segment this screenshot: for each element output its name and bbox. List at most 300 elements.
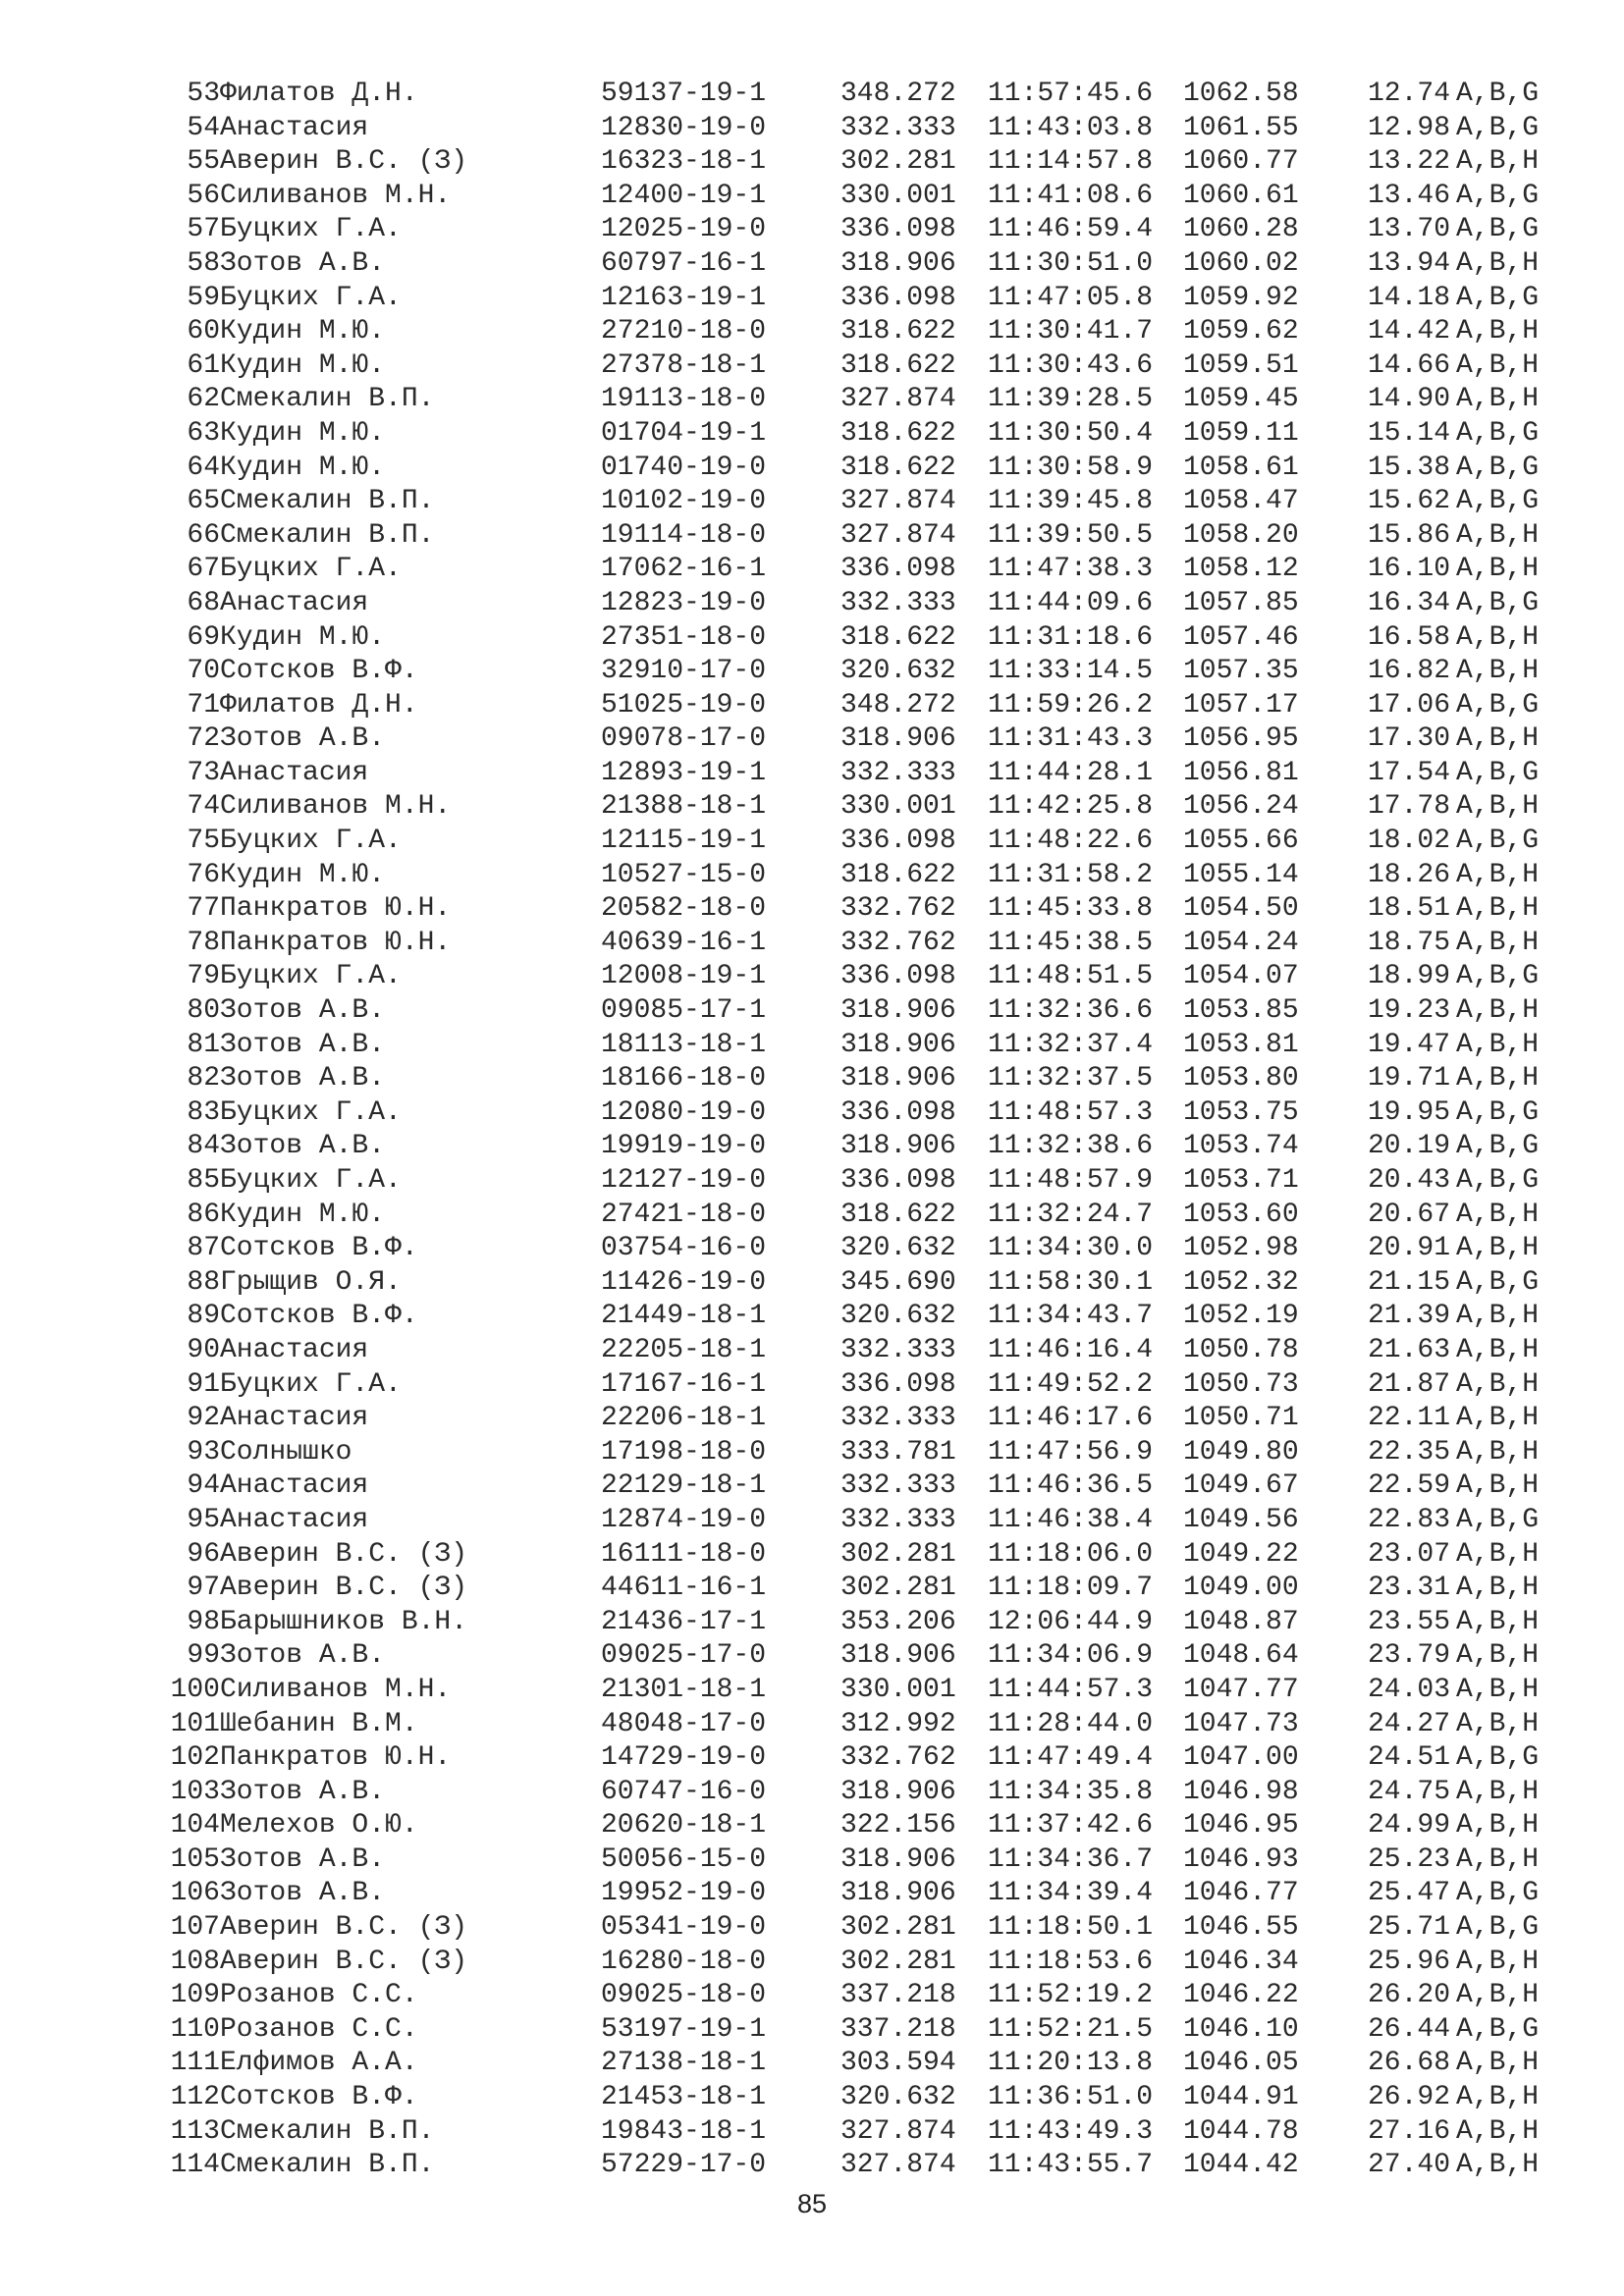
ring-number-cell: 17167-16-1 bbox=[601, 1368, 767, 1400]
loft-name-cell: Анастасия bbox=[220, 112, 369, 143]
arrival-time-cell: 11:39:50.5 bbox=[988, 519, 1154, 551]
coefficient-cell: 20.91 bbox=[1367, 1233, 1450, 1264]
speed-cell: 1050.73 bbox=[1183, 1368, 1299, 1400]
speed-cell: 1049.00 bbox=[1183, 1573, 1299, 1604]
arrival-time-cell: 11:48:57.3 bbox=[988, 1096, 1154, 1128]
speed-cell: 1060.61 bbox=[1183, 180, 1299, 211]
page-number: 85 bbox=[796, 2189, 828, 2218]
distance-cell: 312.992 bbox=[840, 1708, 956, 1739]
loft-name-cell: Буцких Г.А. bbox=[220, 961, 402, 992]
ring-number-cell: 21301-18-1 bbox=[601, 1674, 767, 1705]
table-row bbox=[155, 1639, 1574, 1674]
speed-cell: 1052.32 bbox=[1183, 1266, 1299, 1298]
distance-cell: 337.218 bbox=[840, 2013, 956, 2045]
ring-number-cell: 22205-18-1 bbox=[601, 1334, 767, 1365]
coefficient-cell: 23.31 bbox=[1367, 1573, 1450, 1604]
rank-cell: 81 bbox=[187, 1029, 220, 1060]
arrival-time-cell: 11:59:26.2 bbox=[988, 689, 1154, 721]
rank-cell: 99 bbox=[187, 1640, 220, 1672]
ring-number-cell: 09078-17-0 bbox=[601, 723, 767, 755]
speed-cell: 1050.78 bbox=[1183, 1334, 1299, 1365]
distance-cell: 332.762 bbox=[840, 893, 956, 925]
table-row bbox=[155, 655, 1574, 689]
marks-cell: A,B,G bbox=[1456, 757, 1540, 788]
ring-number-cell: 12874-19-0 bbox=[601, 1504, 767, 1535]
arrival-time-cell: 11:32:36.6 bbox=[988, 995, 1154, 1027]
rank-cell: 54 bbox=[187, 112, 220, 143]
table-row bbox=[155, 689, 1574, 723]
arrival-time-cell: 11:48:57.9 bbox=[988, 1165, 1154, 1196]
ring-number-cell: 11426-19-0 bbox=[601, 1266, 767, 1298]
speed-cell: 1060.77 bbox=[1183, 146, 1299, 178]
marks-cell: A,B,H bbox=[1456, 1980, 1540, 2011]
table-row bbox=[155, 383, 1574, 417]
speed-cell: 1053.80 bbox=[1183, 1063, 1299, 1095]
results-table bbox=[155, 78, 1574, 2183]
marks-cell: A,B,G bbox=[1456, 1266, 1540, 1298]
distance-cell: 318.622 bbox=[840, 417, 956, 449]
rank-cell: 57 bbox=[187, 214, 220, 245]
coefficient-cell: 20.19 bbox=[1367, 1131, 1450, 1162]
table-row bbox=[155, 1708, 1574, 1742]
marks-cell: A,B,H bbox=[1456, 1843, 1540, 1875]
rank-cell: 80 bbox=[187, 995, 220, 1027]
marks-cell: A,B,H bbox=[1456, 1436, 1540, 1468]
ring-number-cell: 27421-18-0 bbox=[601, 1199, 767, 1230]
arrival-time-cell: 11:47:05.8 bbox=[988, 282, 1154, 313]
table-row bbox=[155, 587, 1574, 621]
distance-cell: 345.690 bbox=[840, 1266, 956, 1298]
marks-cell: A,B,H bbox=[1456, 1776, 1540, 1807]
ring-number-cell: 18166-18-0 bbox=[601, 1063, 767, 1095]
ring-number-cell: 12080-19-0 bbox=[601, 1096, 767, 1128]
table-row bbox=[155, 1130, 1574, 1164]
speed-cell: 1059.11 bbox=[1183, 417, 1299, 449]
speed-cell: 1055.14 bbox=[1183, 859, 1299, 890]
table-row bbox=[155, 1911, 1574, 1946]
distance-cell: 303.594 bbox=[840, 2048, 956, 2079]
loft-name-cell: Анастасия bbox=[220, 1334, 369, 1365]
loft-name-cell: Елфимов А.А. bbox=[220, 2048, 418, 2079]
speed-cell: 1049.67 bbox=[1183, 1470, 1299, 1502]
rank-cell: 62 bbox=[187, 384, 220, 415]
speed-cell: 1060.28 bbox=[1183, 214, 1299, 245]
speed-cell: 1046.34 bbox=[1183, 1946, 1299, 1977]
arrival-time-cell: 11:34:39.4 bbox=[988, 1878, 1154, 1909]
marks-cell: A,B,H bbox=[1456, 1233, 1540, 1264]
rank-cell: 77 bbox=[187, 893, 220, 925]
rank-cell: 75 bbox=[187, 826, 220, 857]
speed-cell: 1057.17 bbox=[1183, 689, 1299, 721]
table-row bbox=[155, 1096, 1574, 1131]
coefficient-cell: 13.70 bbox=[1367, 214, 1450, 245]
speed-cell: 1046.05 bbox=[1183, 2048, 1299, 2079]
marks-cell: A,B,H bbox=[1456, 1334, 1540, 1365]
speed-cell: 1053.81 bbox=[1183, 1029, 1299, 1060]
table-row bbox=[155, 1300, 1574, 1334]
marks-cell: A,B,H bbox=[1456, 995, 1540, 1027]
table-row bbox=[155, 1606, 1574, 1640]
table-row bbox=[155, 927, 1574, 961]
speed-cell: 1058.20 bbox=[1183, 519, 1299, 551]
coefficient-cell: 15.86 bbox=[1367, 519, 1450, 551]
loft-name-cell: Панкратов Ю.Н. bbox=[220, 1742, 452, 1774]
marks-cell: A,B,H bbox=[1456, 1606, 1540, 1637]
distance-cell: 332.333 bbox=[840, 1504, 956, 1535]
speed-cell: 1054.24 bbox=[1183, 927, 1299, 958]
speed-cell: 1048.87 bbox=[1183, 1606, 1299, 1637]
arrival-time-cell: 11:37:42.6 bbox=[988, 1810, 1154, 1842]
table-row bbox=[155, 1843, 1574, 1878]
coefficient-cell: 18.02 bbox=[1367, 826, 1450, 857]
loft-name-cell: Розанов С.С. bbox=[220, 1980, 418, 2011]
marks-cell: A,B,H bbox=[1456, 656, 1540, 687]
rank-cell: 88 bbox=[187, 1266, 220, 1298]
speed-cell: 1053.60 bbox=[1183, 1199, 1299, 1230]
rank-cell: 84 bbox=[187, 1131, 220, 1162]
distance-cell: 302.281 bbox=[840, 1538, 956, 1570]
loft-name-cell: Розанов С.С. bbox=[220, 2013, 418, 2045]
distance-cell: 318.906 bbox=[840, 247, 956, 279]
speed-cell: 1062.58 bbox=[1183, 79, 1299, 109]
speed-cell: 1056.81 bbox=[1183, 757, 1299, 788]
coefficient-cell: 14.90 bbox=[1367, 384, 1450, 415]
loft-name-cell: Филатов Д.Н. bbox=[220, 79, 418, 109]
rank-cell: 93 bbox=[187, 1436, 220, 1468]
ring-number-cell: 09025-18-0 bbox=[601, 1980, 767, 2011]
loft-name-cell: Смекалин В.П. bbox=[220, 2150, 435, 2181]
coefficient-cell: 25.47 bbox=[1367, 1878, 1450, 1909]
rank-cell: 91 bbox=[187, 1368, 220, 1400]
loft-name-cell: Зотов А.В. bbox=[220, 1878, 386, 1909]
arrival-time-cell: 11:58:30.1 bbox=[988, 1266, 1154, 1298]
ring-number-cell: 19113-18-0 bbox=[601, 384, 767, 415]
rank-cell: 106 bbox=[170, 1878, 220, 1909]
marks-cell: A,B,H bbox=[1456, 2048, 1540, 2079]
marks-cell: A,B,H bbox=[1456, 1708, 1540, 1739]
marks-cell: A,B,H bbox=[1456, 893, 1540, 925]
rank-cell: 83 bbox=[187, 1096, 220, 1128]
ring-number-cell: 10527-15-0 bbox=[601, 859, 767, 890]
distance-cell: 353.206 bbox=[840, 1606, 956, 1637]
coefficient-cell: 21.15 bbox=[1367, 1266, 1450, 1298]
ring-number-cell: 27138-18-1 bbox=[601, 2048, 767, 2079]
loft-name-cell: Буцких Г.А. bbox=[220, 826, 402, 857]
rank-cell: 90 bbox=[187, 1334, 220, 1365]
ring-number-cell: 12127-19-0 bbox=[601, 1165, 767, 1196]
speed-cell: 1046.77 bbox=[1183, 1878, 1299, 1909]
ring-number-cell: 09085-17-1 bbox=[601, 995, 767, 1027]
marks-cell: A,B,H bbox=[1456, 2082, 1540, 2113]
marks-cell: A,B,H bbox=[1456, 554, 1540, 585]
marks-cell: A,B,H bbox=[1456, 1573, 1540, 1604]
coefficient-cell: 26.92 bbox=[1367, 2082, 1450, 2113]
marks-cell: A,B,G bbox=[1456, 180, 1540, 211]
marks-cell: A,B,H bbox=[1456, 927, 1540, 958]
distance-cell: 333.781 bbox=[840, 1436, 956, 1468]
coefficient-cell: 19.71 bbox=[1367, 1063, 1450, 1095]
loft-name-cell: Анастасия bbox=[220, 1504, 369, 1535]
ring-number-cell: 21388-18-1 bbox=[601, 791, 767, 823]
rank-cell: 105 bbox=[170, 1843, 220, 1875]
loft-name-cell: Барышников В.Н. bbox=[220, 1606, 468, 1637]
table-row bbox=[155, 145, 1574, 180]
coefficient-cell: 14.18 bbox=[1367, 282, 1450, 313]
loft-name-cell: Силиванов М.Н. bbox=[220, 180, 452, 211]
marks-cell: A,B,H bbox=[1456, 1199, 1540, 1230]
loft-name-cell: Зотов А.В. bbox=[220, 247, 386, 279]
distance-cell: 336.098 bbox=[840, 554, 956, 585]
table-row bbox=[155, 1402, 1574, 1436]
rank-cell: 59 bbox=[187, 282, 220, 313]
coefficient-cell: 21.87 bbox=[1367, 1368, 1450, 1400]
arrival-time-cell: 11:44:28.1 bbox=[988, 757, 1154, 788]
coefficient-cell: 22.83 bbox=[1367, 1504, 1450, 1535]
speed-cell: 1055.66 bbox=[1183, 826, 1299, 857]
ring-number-cell: 12115-19-1 bbox=[601, 826, 767, 857]
table-row bbox=[155, 2115, 1574, 2150]
arrival-time-cell: 11:39:28.5 bbox=[988, 384, 1154, 415]
loft-name-cell: Грыщив О.Я. bbox=[220, 1266, 402, 1298]
table-row bbox=[155, 1741, 1574, 1776]
rank-cell: 70 bbox=[187, 656, 220, 687]
distance-cell: 336.098 bbox=[840, 826, 956, 857]
table-row bbox=[155, 790, 1574, 825]
arrival-time-cell: 11:45:38.5 bbox=[988, 927, 1154, 958]
rank-cell: 92 bbox=[187, 1403, 220, 1434]
speed-cell: 1046.22 bbox=[1183, 1980, 1299, 2011]
distance-cell: 320.632 bbox=[840, 1233, 956, 1264]
arrival-time-cell: 11:32:37.4 bbox=[988, 1029, 1154, 1060]
speed-cell: 1056.24 bbox=[1183, 791, 1299, 823]
loft-name-cell: Сотсков В.Ф. bbox=[220, 1301, 418, 1332]
rank-cell: 109 bbox=[170, 1980, 220, 2011]
table-row bbox=[155, 519, 1574, 554]
speed-cell: 1061.55 bbox=[1183, 112, 1299, 143]
coefficient-cell: 27.40 bbox=[1367, 2150, 1450, 2181]
distance-cell: 322.156 bbox=[840, 1810, 956, 1842]
marks-cell: A,B,G bbox=[1456, 2013, 1540, 2045]
table-row bbox=[155, 757, 1574, 791]
arrival-time-cell: 11:33:14.5 bbox=[988, 656, 1154, 687]
distance-cell: 318.906 bbox=[840, 1776, 956, 1807]
table-row bbox=[155, 1199, 1574, 1233]
rank-cell: 73 bbox=[187, 757, 220, 788]
coefficient-cell: 24.27 bbox=[1367, 1708, 1450, 1739]
coefficient-cell: 17.06 bbox=[1367, 689, 1450, 721]
marks-cell: A,B,H bbox=[1456, 723, 1540, 755]
ring-number-cell: 16111-18-0 bbox=[601, 1538, 767, 1570]
coefficient-cell: 18.51 bbox=[1367, 893, 1450, 925]
rank-cell: 103 bbox=[170, 1776, 220, 1807]
marks-cell: A,B,G bbox=[1456, 1096, 1540, 1128]
marks-cell: A,B,G bbox=[1456, 417, 1540, 449]
coefficient-cell: 17.54 bbox=[1367, 757, 1450, 788]
loft-name-cell: Буцких Г.А. bbox=[220, 554, 402, 585]
arrival-time-cell: 11:46:16.4 bbox=[988, 1334, 1154, 1365]
speed-cell: 1052.98 bbox=[1183, 1233, 1299, 1264]
loft-name-cell: Панкратов Ю.Н. bbox=[220, 927, 452, 958]
rank-cell: 72 bbox=[187, 723, 220, 755]
loft-name-cell: Кудин М.Ю. bbox=[220, 417, 386, 449]
ring-number-cell: 27378-18-1 bbox=[601, 349, 767, 381]
table-row bbox=[155, 2081, 1574, 2115]
ring-number-cell: 50056-15-0 bbox=[601, 1843, 767, 1875]
ring-number-cell: 48048-17-0 bbox=[601, 1708, 767, 1739]
ring-number-cell: 27210-18-0 bbox=[601, 316, 767, 347]
table-row bbox=[155, 1946, 1574, 1980]
rank-cell: 96 bbox=[187, 1538, 220, 1570]
speed-cell: 1046.98 bbox=[1183, 1776, 1299, 1807]
loft-name-cell: Зотов А.В. bbox=[220, 995, 386, 1027]
coefficient-cell: 24.99 bbox=[1367, 1810, 1450, 1842]
arrival-time-cell: 11:14:57.8 bbox=[988, 146, 1154, 178]
arrival-time-cell: 11:32:37.5 bbox=[988, 1063, 1154, 1095]
ring-number-cell: 57229-17-0 bbox=[601, 2150, 767, 2181]
marks-cell: A,B,H bbox=[1456, 146, 1540, 178]
distance-cell: 337.218 bbox=[840, 1980, 956, 2011]
loft-name-cell: Анастасия bbox=[220, 1470, 369, 1502]
distance-cell: 336.098 bbox=[840, 282, 956, 313]
distance-cell: 336.098 bbox=[840, 214, 956, 245]
marks-cell: A,B,G bbox=[1456, 1912, 1540, 1944]
loft-name-cell: Шебанин В.М. bbox=[220, 1708, 418, 1739]
loft-name-cell: Зотов А.В. bbox=[220, 1029, 386, 1060]
ring-number-cell: 17198-18-0 bbox=[601, 1436, 767, 1468]
arrival-time-cell: 11:43:55.7 bbox=[988, 2150, 1154, 2181]
rank-cell: 104 bbox=[170, 1810, 220, 1842]
speed-cell: 1050.71 bbox=[1183, 1403, 1299, 1434]
ring-number-cell: 44611-16-1 bbox=[601, 1573, 767, 1604]
ring-number-cell: 14729-19-0 bbox=[601, 1742, 767, 1774]
loft-name-cell: Смекалин В.П. bbox=[220, 486, 435, 517]
table-row bbox=[155, 1776, 1574, 1810]
coefficient-cell: 26.20 bbox=[1367, 1980, 1450, 2011]
speed-cell: 1052.19 bbox=[1183, 1301, 1299, 1332]
rank-cell: 78 bbox=[187, 927, 220, 958]
arrival-time-cell: 11:46:36.5 bbox=[988, 1470, 1154, 1502]
coefficient-cell: 16.82 bbox=[1367, 656, 1450, 687]
loft-name-cell: Зотов А.В. bbox=[220, 1131, 386, 1162]
rank-cell: 79 bbox=[187, 961, 220, 992]
arrival-time-cell: 11:30:58.9 bbox=[988, 452, 1154, 483]
rank-cell: 94 bbox=[187, 1470, 220, 1502]
loft-name-cell: Сотсков В.Ф. bbox=[220, 1233, 418, 1264]
distance-cell: 327.874 bbox=[840, 2115, 956, 2147]
ring-number-cell: 12008-19-1 bbox=[601, 961, 767, 992]
coefficient-cell: 21.63 bbox=[1367, 1334, 1450, 1365]
speed-cell: 1049.22 bbox=[1183, 1538, 1299, 1570]
table-row bbox=[155, 960, 1574, 994]
rank-cell: 82 bbox=[187, 1063, 220, 1095]
ring-number-cell: 03754-16-0 bbox=[601, 1233, 767, 1264]
distance-cell: 330.001 bbox=[840, 180, 956, 211]
distance-cell: 302.281 bbox=[840, 1573, 956, 1604]
coefficient-cell: 25.96 bbox=[1367, 1946, 1450, 1977]
arrival-time-cell: 11:34:36.7 bbox=[988, 1843, 1154, 1875]
coefficient-cell: 23.79 bbox=[1367, 1640, 1450, 1672]
table-row bbox=[155, 1809, 1574, 1843]
speed-cell: 1044.78 bbox=[1183, 2115, 1299, 2147]
loft-name-cell: Анастасия bbox=[220, 757, 369, 788]
coefficient-cell: 20.67 bbox=[1367, 1199, 1450, 1230]
speed-cell: 1060.02 bbox=[1183, 247, 1299, 279]
ring-number-cell: 60747-16-0 bbox=[601, 1776, 767, 1807]
arrival-time-cell: 11:30:43.6 bbox=[988, 349, 1154, 381]
arrival-time-cell: 11:49:52.2 bbox=[988, 1368, 1154, 1400]
rank-cell: 74 bbox=[187, 791, 220, 823]
ring-number-cell: 19114-18-0 bbox=[601, 519, 767, 551]
table-row bbox=[155, 1368, 1574, 1403]
speed-cell: 1053.85 bbox=[1183, 995, 1299, 1027]
distance-cell: 332.762 bbox=[840, 1742, 956, 1774]
ring-number-cell: 51025-19-0 bbox=[601, 689, 767, 721]
distance-cell: 332.333 bbox=[840, 1470, 956, 1502]
rank-cell: 69 bbox=[187, 621, 220, 653]
table-row bbox=[155, 1266, 1574, 1301]
arrival-time-cell: 11:34:06.9 bbox=[988, 1640, 1154, 1672]
speed-cell: 1048.64 bbox=[1183, 1640, 1299, 1672]
ring-number-cell: 20620-18-1 bbox=[601, 1810, 767, 1842]
table-row bbox=[155, 1029, 1574, 1063]
rank-cell: 107 bbox=[170, 1912, 220, 1944]
marks-cell: A,B,G bbox=[1456, 79, 1540, 109]
table-row bbox=[155, 417, 1574, 452]
loft-name-cell: Кудин М.Ю. bbox=[220, 316, 386, 347]
marks-cell: A,B,G bbox=[1456, 587, 1540, 618]
arrival-time-cell: 11:48:51.5 bbox=[988, 961, 1154, 992]
speed-cell: 1056.95 bbox=[1183, 723, 1299, 755]
marks-cell: A,B,H bbox=[1456, 1810, 1540, 1842]
table-row bbox=[155, 1062, 1574, 1096]
table-row bbox=[155, 859, 1574, 893]
arrival-time-cell: 11:42:25.8 bbox=[988, 791, 1154, 823]
arrival-time-cell: 11:36:51.0 bbox=[988, 2082, 1154, 2113]
distance-cell: 302.281 bbox=[840, 1946, 956, 1977]
speed-cell: 1044.91 bbox=[1183, 2082, 1299, 2113]
marks-cell: A,B,H bbox=[1456, 247, 1540, 279]
ring-number-cell: 20582-18-0 bbox=[601, 893, 767, 925]
ring-number-cell: 27351-18-0 bbox=[601, 621, 767, 653]
coefficient-cell: 21.39 bbox=[1367, 1301, 1450, 1332]
rank-cell: 112 bbox=[170, 2082, 220, 2113]
distance-cell: 318.622 bbox=[840, 316, 956, 347]
coefficient-cell: 22.35 bbox=[1367, 1436, 1450, 1468]
ring-number-cell: 17062-16-1 bbox=[601, 554, 767, 585]
rank-cell: 61 bbox=[187, 349, 220, 381]
arrival-time-cell: 11:41:08.6 bbox=[988, 180, 1154, 211]
distance-cell: 318.622 bbox=[840, 349, 956, 381]
coefficient-cell: 14.66 bbox=[1367, 349, 1450, 381]
coefficient-cell: 24.51 bbox=[1367, 1742, 1450, 1774]
loft-name-cell: Филатов Д.Н. bbox=[220, 689, 418, 721]
marks-cell: A,B,H bbox=[1456, 1301, 1540, 1332]
table-row bbox=[155, 1232, 1574, 1266]
marks-cell: A,B,G bbox=[1456, 1742, 1540, 1774]
distance-cell: 332.333 bbox=[840, 587, 956, 618]
rank-cell: 71 bbox=[187, 689, 220, 721]
loft-name-cell: Зотов А.В. bbox=[220, 1063, 386, 1095]
rank-cell: 55 bbox=[187, 146, 220, 178]
table-row bbox=[155, 722, 1574, 757]
rank-cell: 85 bbox=[187, 1165, 220, 1196]
arrival-time-cell: 11:30:41.7 bbox=[988, 316, 1154, 347]
loft-name-cell: Сотсков В.Ф. bbox=[220, 656, 418, 687]
coefficient-cell: 22.59 bbox=[1367, 1470, 1450, 1502]
marks-cell: A,B,G bbox=[1456, 1165, 1540, 1196]
marks-cell: A,B,H bbox=[1456, 1946, 1540, 1977]
arrival-time-cell: 11:46:38.4 bbox=[988, 1504, 1154, 1535]
